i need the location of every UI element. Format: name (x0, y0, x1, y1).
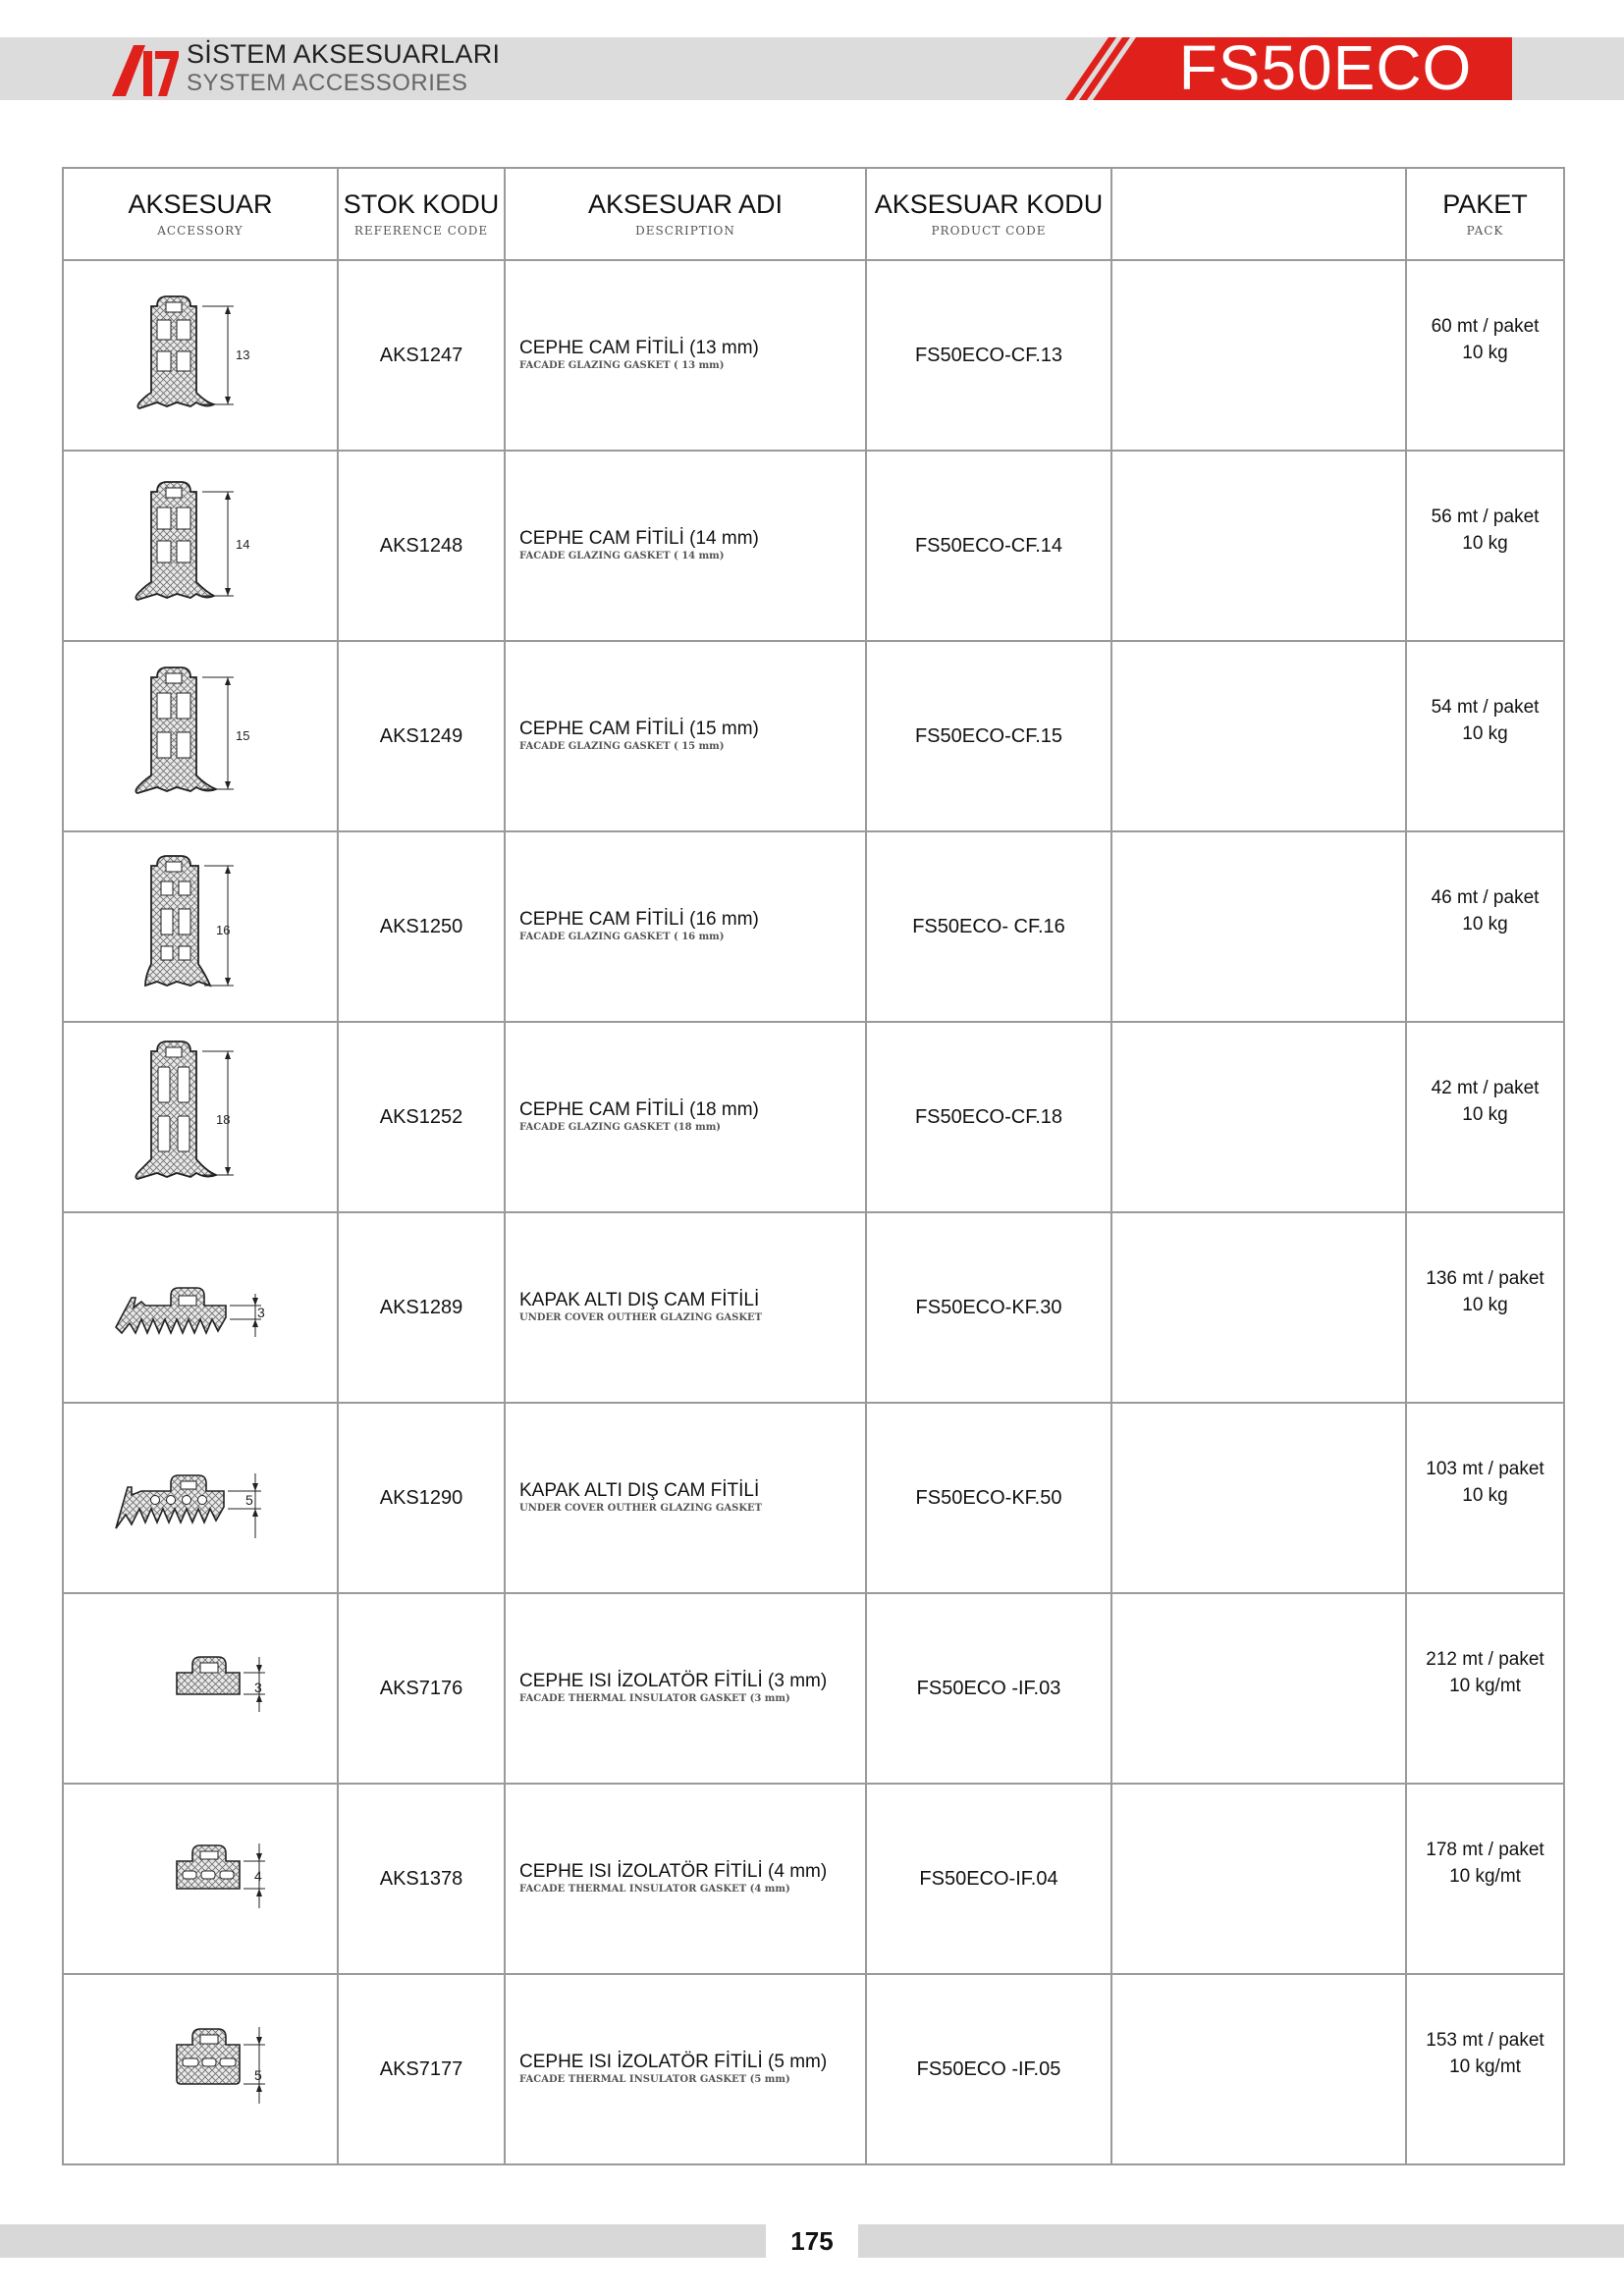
name-en: FACADE GLAZING GASKET (18 mm) (519, 1122, 722, 1133)
description-cell (505, 260, 866, 451)
pack-length: 103 mt / paket (1426, 1459, 1544, 1479)
blank-cell (1111, 1974, 1406, 2164)
product-code: FS50ECO-KF.30 (866, 1212, 1111, 1403)
name-tr: CEPHE CAM FİTİLİ (15 mm) (519, 719, 759, 739)
name-tr: CEPHE CAM FİTİLİ (13 mm) (519, 338, 759, 358)
col-product-code (866, 168, 1111, 260)
glazing-gasket-15-drawing (112, 658, 289, 815)
accessory-drawing-cell (63, 1784, 338, 1974)
name-en: FACADE THERMAL INSULATOR GASKET (5 mm) (519, 2074, 790, 2085)
page-number: 175 (766, 2224, 858, 2258)
dimension-label: 3 (257, 1305, 265, 1320)
table-row (63, 1403, 1564, 1593)
col-accessory (63, 168, 338, 260)
name-tr: CEPHE ISI İZOLATÖR FİTİLİ (3 mm) (519, 1671, 828, 1691)
pack-cell (1406, 1212, 1564, 1403)
col-name-sub: DESCRIPTION (635, 224, 735, 238)
brand-logo (110, 41, 181, 98)
brand-title-tr: SİSTEM AKSESUARLARI (187, 39, 501, 69)
accessory-drawing-cell (63, 1974, 338, 2164)
blank-cell (1111, 1022, 1406, 1212)
pack-cell (1406, 1593, 1564, 1784)
description-cell (505, 1022, 866, 1212)
accessory-drawing-cell (63, 1593, 338, 1784)
product-code: FS50ECO- CF.16 (866, 831, 1111, 1022)
pack-length: 212 mt / paket (1426, 1649, 1544, 1670)
table-row (63, 1593, 1564, 1784)
thermal-insulator-4-drawing (102, 1830, 298, 1928)
col-stock-code (338, 168, 505, 260)
pack-cell (1406, 1784, 1564, 1974)
name-tr: CEPHE CAM FİTİLİ (16 mm) (519, 909, 759, 930)
table-row (63, 1974, 1564, 2164)
pack-weight: 10 kg (1462, 723, 1508, 744)
glazing-gasket-14-drawing (112, 472, 289, 619)
stock-code: AKS1248 (338, 451, 505, 641)
pack-length: 56 mt / paket (1431, 507, 1540, 527)
glazing-gasket-16-drawing (112, 848, 289, 1005)
col-stock-code-label: STOK KODU (343, 189, 500, 219)
col-accessory-label: AKSESUAR (128, 189, 273, 219)
name-en: FACADE THERMAL INSULATOR GASKET (4 mm) (519, 1884, 790, 1895)
col-name (505, 168, 866, 260)
col-pack-sub: PACK (1466, 224, 1504, 238)
cover-gasket-3-drawing (102, 1258, 298, 1357)
col-pack (1406, 168, 1564, 260)
name-en: FACADE GLAZING GASKET ( 15 mm) (519, 741, 725, 752)
table-row (63, 831, 1564, 1022)
table-row (63, 641, 1564, 831)
pack-cell (1406, 1974, 1564, 2164)
glazing-gasket-18-drawing (112, 1034, 289, 1201)
pack-length: 136 mt / paket (1426, 1268, 1544, 1289)
name-tr: KAPAK ALTI DIŞ CAM FİTİLİ (519, 1480, 760, 1501)
stock-code: AKS7176 (338, 1593, 505, 1784)
col-product-code-label: AKSESUAR KODU (874, 189, 1104, 219)
blank-cell (1111, 1784, 1406, 1974)
pack-length: 46 mt / paket (1431, 887, 1540, 908)
stock-code: AKS1250 (338, 831, 505, 1022)
accessory-drawing-cell (63, 831, 338, 1022)
pack-weight: 10 kg/mt (1449, 1676, 1521, 1696)
pack-cell (1406, 1403, 1564, 1593)
stock-code: AKS1252 (338, 1022, 505, 1212)
description-cell (505, 1784, 866, 1974)
blank-cell (1111, 451, 1406, 641)
product-code: FS50ECO -IF.03 (866, 1593, 1111, 1784)
cover-gasket-5-drawing (102, 1444, 298, 1552)
product-code: FS50ECO-CF.15 (866, 641, 1111, 831)
name-tr: CEPHE CAM FİTİLİ (18 mm) (519, 1099, 759, 1120)
name-en: FACADE GLAZING GASKET ( 16 mm) (519, 932, 725, 942)
pack-weight: 10 kg (1462, 1485, 1508, 1506)
thermal-insulator-5-drawing (102, 2015, 298, 2123)
pack-weight: 10 kg (1462, 533, 1508, 554)
description-cell (505, 1403, 866, 1593)
blank-cell (1111, 260, 1406, 451)
pack-cell (1406, 641, 1564, 831)
accessory-drawing-cell (63, 641, 338, 831)
brand-title-en: SYSTEM ACCESSORIES (187, 70, 468, 96)
pack-length: 178 mt / paket (1426, 1840, 1544, 1860)
accessory-drawing-cell (63, 1212, 338, 1403)
dimension-label: 16 (216, 923, 231, 937)
stock-code: AKS1378 (338, 1784, 505, 1974)
table-row (63, 1212, 1564, 1403)
pack-weight: 10 kg (1462, 343, 1508, 363)
name-en: FACADE GLAZING GASKET ( 13 mm) (519, 360, 725, 371)
pack-cell (1406, 1022, 1564, 1212)
blank-cell (1111, 641, 1406, 831)
pack-length: 42 mt / paket (1431, 1078, 1540, 1098)
description-cell (505, 1593, 866, 1784)
pack-weight: 10 kg (1462, 1295, 1508, 1315)
dimension-label: 4 (254, 1868, 262, 1884)
name-en: FACADE THERMAL INSULATOR GASKET (3 mm) (519, 1693, 790, 1704)
product-code: FS50ECO -IF.05 (866, 1974, 1111, 2164)
pack-weight: 10 kg (1462, 1104, 1508, 1125)
description-cell (505, 831, 866, 1022)
dimension-label: 13 (236, 347, 250, 362)
table-header-row (63, 168, 1564, 260)
pack-cell (1406, 451, 1564, 641)
col-product-code-sub: PRODUCT CODE (931, 224, 1047, 238)
product-code: FS50ECO-CF.14 (866, 451, 1111, 641)
dimension-label: 15 (236, 728, 250, 743)
blank-cell (1111, 1593, 1406, 1784)
pack-weight: 10 kg/mt (1449, 1866, 1521, 1887)
pack-length: 60 mt / paket (1431, 316, 1540, 337)
pack-cell (1406, 260, 1564, 451)
stock-code: AKS7177 (338, 1974, 505, 2164)
description-cell (505, 1212, 866, 1403)
dimension-label: 5 (254, 2067, 262, 2083)
blank-cell (1111, 1212, 1406, 1403)
dimension-label: 5 (245, 1492, 253, 1508)
name-tr: KAPAK ALTI DIŞ CAM FİTİLİ (519, 1290, 760, 1310)
name-tr: CEPHE CAM FİTİLİ (14 mm) (519, 528, 759, 549)
accessory-drawing-cell (63, 1403, 338, 1593)
stock-code: AKS1247 (338, 260, 505, 451)
description-cell (505, 451, 866, 641)
name-en: UNDER COVER OUTHER GLAZING GASKET (519, 1503, 763, 1514)
glazing-gasket-13-drawing (112, 287, 289, 424)
dimension-label: 14 (236, 537, 250, 552)
pack-weight: 10 kg (1462, 914, 1508, 934)
thermal-insulator-3-drawing (102, 1639, 298, 1737)
dimension-label: 3 (254, 1680, 262, 1695)
pack-cell (1406, 831, 1564, 1022)
table-row (63, 451, 1564, 641)
col-pack-label: PAKET (1442, 189, 1528, 219)
product-code: FS50ECO-KF.50 (866, 1403, 1111, 1593)
col-stock-code-sub: REFERENCE CODE (353, 224, 489, 238)
accessory-drawing-cell (63, 451, 338, 641)
stock-code: AKS1290 (338, 1403, 505, 1593)
pack-length: 54 mt / paket (1431, 697, 1540, 718)
table-row (63, 260, 1564, 451)
dimension-label: 18 (216, 1112, 231, 1127)
blank-cell (1111, 1403, 1406, 1593)
name-en: FACADE GLAZING GASKET ( 14 mm) (519, 551, 725, 561)
accessories-table (62, 167, 1565, 2165)
col-name-label: AKSESUAR ADI (587, 189, 784, 219)
pack-weight: 10 kg/mt (1449, 2056, 1521, 2077)
col-accessory-sub: ACCESSORY (157, 224, 244, 238)
blank-cell (1111, 831, 1406, 1022)
pack-length: 153 mt / paket (1426, 2030, 1544, 2051)
table-row (63, 1784, 1564, 1974)
description-cell (505, 641, 866, 831)
accessory-drawing-cell (63, 260, 338, 451)
stock-code: AKS1249 (338, 641, 505, 831)
name-tr: CEPHE ISI İZOLATÖR FİTİLİ (5 mm) (519, 2052, 828, 2072)
table-row (63, 1022, 1564, 1212)
accessory-drawing-cell (63, 1022, 338, 1212)
name-en: UNDER COVER OUTHER GLAZING GASKET (519, 1312, 763, 1323)
model-name: FS50ECO (1178, 32, 1473, 103)
description-cell (505, 1974, 866, 2164)
product-code: FS50ECO-CF.13 (866, 260, 1111, 451)
col-blank (1111, 168, 1406, 260)
stock-code: AKS1289 (338, 1212, 505, 1403)
product-code: FS50ECO-IF.04 (866, 1784, 1111, 1974)
name-tr: CEPHE ISI İZOLATÖR FİTİLİ (4 mm) (519, 1861, 828, 1882)
product-code: FS50ECO-CF.18 (866, 1022, 1111, 1212)
